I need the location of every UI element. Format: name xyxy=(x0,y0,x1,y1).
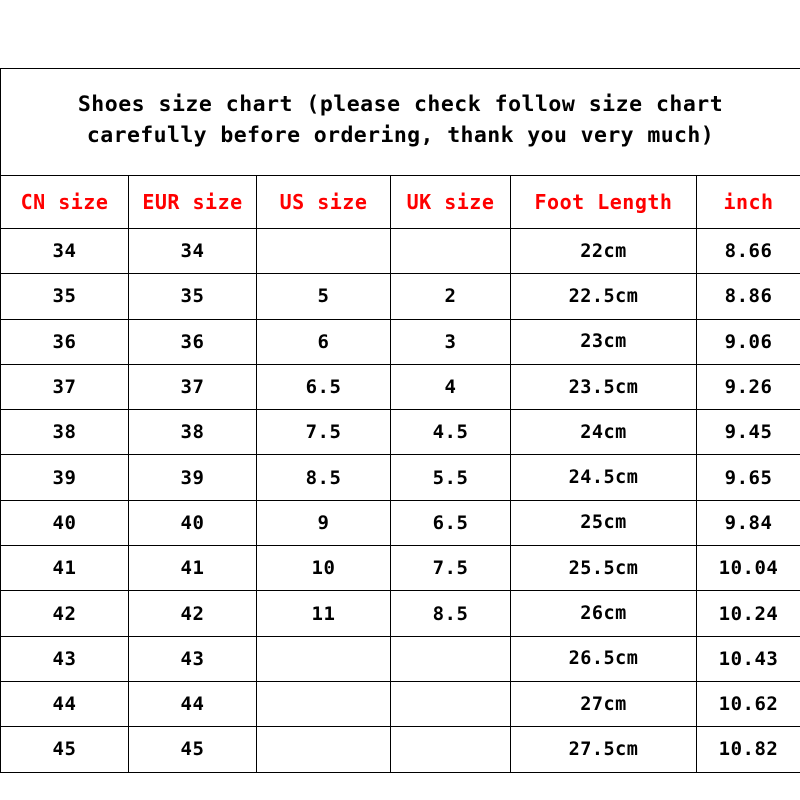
cell-eur-size: 43 xyxy=(129,636,257,681)
table-row xyxy=(1,636,800,681)
cell-uk-size: 2 xyxy=(391,274,511,319)
cell-uk-size: 5.5 xyxy=(391,455,511,500)
cell-cn-size: 35 xyxy=(1,274,129,319)
table-header-row xyxy=(1,176,800,229)
cell-uk-size: 4 xyxy=(391,364,511,409)
cell-uk-size xyxy=(391,229,511,274)
cell-eur-size: 35 xyxy=(129,274,257,319)
cell-cn-size: 42 xyxy=(1,591,129,636)
cell-inch: 10.24 xyxy=(697,591,800,636)
table-row xyxy=(1,274,800,319)
cell-eur-size: 36 xyxy=(129,319,257,364)
cell-eur-size: 40 xyxy=(129,500,257,545)
cell-foot-length: 23.5cm xyxy=(511,364,697,409)
table-row xyxy=(1,364,800,409)
cell-uk-size: 8.5 xyxy=(391,591,511,636)
chart-title xyxy=(1,69,800,176)
cell-uk-size: 4.5 xyxy=(391,410,511,455)
cell-us-size xyxy=(257,727,391,772)
cell-eur-size: 38 xyxy=(129,410,257,455)
cell-cn-size: 36 xyxy=(1,319,129,364)
table-row xyxy=(1,410,800,455)
cell-cn-size: 41 xyxy=(1,546,129,591)
cell-uk-size: 6.5 xyxy=(391,500,511,545)
cell-cn-size: 39 xyxy=(1,455,129,500)
cell-eur-size: 34 xyxy=(129,229,257,274)
cell-inch: 10.82 xyxy=(697,727,800,772)
column-header-eur-size: EUR size xyxy=(129,176,257,229)
cell-inch: 9.65 xyxy=(697,455,800,500)
column-header-us-size: US size xyxy=(257,176,391,229)
size-chart-container xyxy=(0,68,800,773)
cell-eur-size: 44 xyxy=(129,681,257,726)
table-row xyxy=(1,500,800,545)
cell-inch: 9.06 xyxy=(697,319,800,364)
title-row xyxy=(1,69,800,176)
cell-us-size: 6 xyxy=(257,319,391,364)
cell-us-size: 7.5 xyxy=(257,410,391,455)
cell-us-size: 11 xyxy=(257,591,391,636)
column-header-uk-size: UK size xyxy=(391,176,511,229)
cell-inch: 10.62 xyxy=(697,681,800,726)
cell-us-size: 6.5 xyxy=(257,364,391,409)
cell-inch: 8.66 xyxy=(697,229,800,274)
cell-foot-length: 25cm xyxy=(511,500,697,545)
cell-inch: 8.86 xyxy=(697,274,800,319)
column-header-cn-size: CN size xyxy=(1,176,129,229)
cell-us-size: 5 xyxy=(257,274,391,319)
cell-us-size: 8.5 xyxy=(257,455,391,500)
cell-uk-size xyxy=(391,727,511,772)
chart-title-line-1: Shoes size chart (please check follow size chart xyxy=(77,92,724,118)
cell-eur-size: 39 xyxy=(129,455,257,500)
table-body xyxy=(1,229,800,773)
column-header-foot-length: Foot Length xyxy=(511,176,697,229)
cell-eur-size: 42 xyxy=(129,591,257,636)
column-header-inch: inch xyxy=(697,176,800,229)
cell-cn-size: 43 xyxy=(1,636,129,681)
table-row xyxy=(1,455,800,500)
table-row xyxy=(1,591,800,636)
cell-foot-length: 26cm xyxy=(511,591,697,636)
table-row xyxy=(1,546,800,591)
cell-cn-size: 44 xyxy=(1,681,129,726)
cell-uk-size: 7.5 xyxy=(391,546,511,591)
cell-inch: 9.26 xyxy=(697,364,800,409)
cell-us-size xyxy=(257,229,391,274)
cell-us-size: 9 xyxy=(257,500,391,545)
cell-cn-size: 40 xyxy=(1,500,129,545)
cell-eur-size: 41 xyxy=(129,546,257,591)
cell-foot-length: 26.5cm xyxy=(511,636,697,681)
cell-us-size xyxy=(257,681,391,726)
shoe-size-table xyxy=(0,68,800,773)
cell-foot-length: 27cm xyxy=(511,681,697,726)
cell-foot-length: 24cm xyxy=(511,410,697,455)
cell-cn-size: 34 xyxy=(1,229,129,274)
table-row xyxy=(1,319,800,364)
cell-foot-length: 27.5cm xyxy=(511,727,697,772)
cell-inch: 9.84 xyxy=(697,500,800,545)
cell-foot-length: 24.5cm xyxy=(511,455,697,500)
cell-foot-length: 23cm xyxy=(511,319,697,364)
cell-us-size xyxy=(257,636,391,681)
cell-foot-length: 22.5cm xyxy=(511,274,697,319)
cell-inch: 10.04 xyxy=(697,546,800,591)
table-row xyxy=(1,681,800,726)
cell-inch: 10.43 xyxy=(697,636,800,681)
cell-uk-size xyxy=(391,681,511,726)
cell-foot-length: 25.5cm xyxy=(511,546,697,591)
cell-cn-size: 45 xyxy=(1,727,129,772)
cell-eur-size: 37 xyxy=(129,364,257,409)
table-row xyxy=(1,229,800,274)
cell-inch: 9.45 xyxy=(697,410,800,455)
cell-cn-size: 38 xyxy=(1,410,129,455)
table-row xyxy=(1,727,800,772)
cell-cn-size: 37 xyxy=(1,364,129,409)
cell-foot-length: 22cm xyxy=(511,229,697,274)
cell-eur-size: 45 xyxy=(129,727,257,772)
cell-uk-size: 3 xyxy=(391,319,511,364)
chart-title-line-2: carefully before ordering, thank you very much) xyxy=(86,123,715,148)
cell-us-size: 10 xyxy=(257,546,391,591)
cell-uk-size xyxy=(391,636,511,681)
